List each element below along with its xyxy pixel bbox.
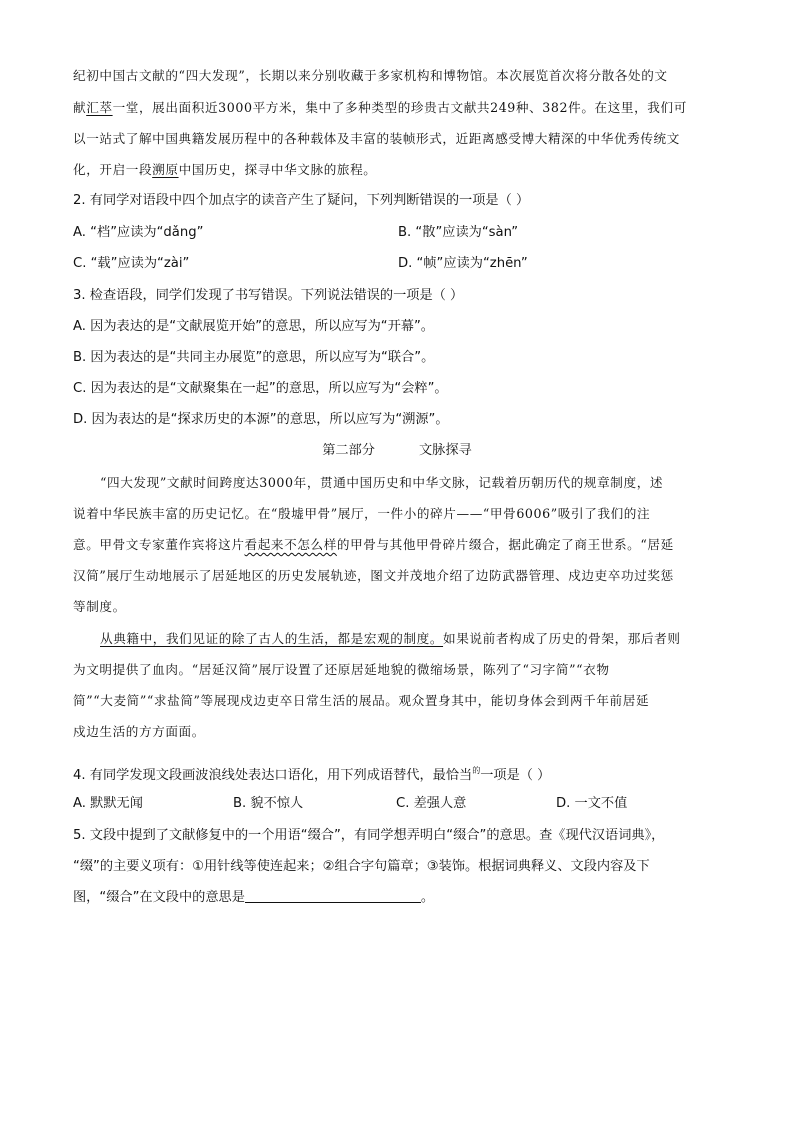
q5-line3: 图，“缀合”在文段中的意思是 。	[73, 890, 435, 905]
q2-stem: 2. 有同学对语段中四个加点字的读音产生了疑问，下列判断错误的一项是（ ）	[73, 193, 530, 208]
section-part-label: 第二部分	[322, 443, 375, 458]
underlined-word-huicui: 汇萃	[86, 100, 113, 115]
passage3-line4: 戍边生活的方方面面。	[73, 724, 205, 739]
passage1-line3: 以一站式了解中国典籍发展历程中的各种载体及丰富的装帧形式，近距离感受博大精深的中华优秀传统文	[73, 131, 680, 146]
passage2-line4: 汉简”展厅生动地展示了居延地区的历史发展轨迹，图文并茂地介绍了边防武器管理、戍边吏卒功过奖惩	[73, 568, 674, 583]
q2-option-d: D. “帧”应读为“zhēn”	[398, 256, 528, 271]
q4-option-c: C. 差强人意	[396, 796, 467, 811]
q3-option-b: B. 因为表达的是“共同主办展览”的意思，所以应写为“联合”。	[73, 350, 435, 365]
q2-option-a: A. “档”应读为“dǎng”	[73, 225, 204, 240]
q4-option-a: A. 默默无闻	[73, 796, 143, 811]
passage3-line2: 为文明提供了血肉。“居延汉简”展厅设置了还原居延地貌的微缩场景，陈列了“习字简”“衣物	[73, 662, 610, 677]
q3-stem: 3. 检查语段，同学们发现了书写错误。下列说法错误的一项是（ ）	[73, 288, 464, 303]
q3-option-a: A. 因为表达的是“文献展览开始”的意思，所以应写为“开幕”。	[73, 319, 434, 334]
q4-option-d: D. 一文不值	[556, 796, 628, 811]
answer-blank[interactable]	[245, 888, 421, 903]
passage2-line3: 意。甲骨文专家董作宾将这片看起来不怎么样的甲骨与其他甲骨碎片缀合，据此确定了商王世系。“居延	[73, 535, 723, 555]
passage3-line1: 从典籍中，我们见证的除了古人的生活，都是宏观的制度。如果说前者构成了历史的骨架，那后者则	[100, 629, 723, 649]
underlined-word-suyuan: 溯原	[152, 162, 179, 177]
passage3-line3: 简”“大麦简”“求盐简”等展现戍边吏卒日常生活的展品。观众置身其中，能切身体会到两千年前居延	[73, 693, 650, 708]
q5-line2: “缀”的主要义项有：①用针线等使连起来；②组合字句篇章；③装饰。根据词典释义、文段内容及下	[73, 859, 650, 874]
passage1-line2: 献汇萃一堂，展出面积近3000平方米，集中了多种类型的珍贵古文献共249种、382件。在这里，我们可	[73, 98, 723, 118]
passage2-line1: “四大发现”文献时间跨度达3000年，贯通中国历史和中华文脉，记载着历朝历代的规章制度，述	[100, 475, 664, 490]
underlined-sentence: 从典籍中，我们见证的除了古人的生活，都是宏观的制度。	[100, 631, 444, 646]
q2-option-b: B. “散”应读为“sàn”	[398, 225, 519, 240]
q3-option-d: D. 因为表达的是“探求历史的本源”的意思，所以应写为“溯源”。	[73, 412, 449, 427]
q4-stem: 4. 有同学发现文段画波浪线处表达口语化，用下列成语替代，最恰当$^的$一项是（ ）	[73, 766, 551, 783]
passage2-line5: 等制度。	[73, 599, 126, 614]
passage2-line2: 说着中华民族丰富的历史记忆。在“殷墟甲骨”展厅，一件小的碎片——“甲骨6006”吸引了我们的注	[73, 506, 651, 521]
q4-option-b: B. 貌不惊人	[233, 796, 304, 811]
section-title: 文脉探寻	[419, 443, 472, 458]
wavy-underlined-phrase: 看起来不怎么样	[244, 537, 337, 552]
section-heading	[0, 441, 794, 461]
q2-option-c: C. “载”应读为“zài”	[73, 256, 190, 271]
passage1-line1: 纪初中国古文献的“四大发现”，长期以来分别收藏于多家机构和博物馆。本次展览首次将分散各处的文	[73, 68, 668, 83]
q3-option-c: C. 因为表达的是“文献聚集在一起”的意思，所以应写为“会粹”。	[73, 381, 448, 396]
q5-line1: 5. 文段中提到了文献修复中的一个用语“缀合”，有同学想弄明白“缀合”的意思。查《现代汉语词典》，	[73, 828, 665, 843]
passage1-line4: 化，开启一段溯原中国历史，探寻中华文脉的旅程。	[73, 162, 377, 177]
